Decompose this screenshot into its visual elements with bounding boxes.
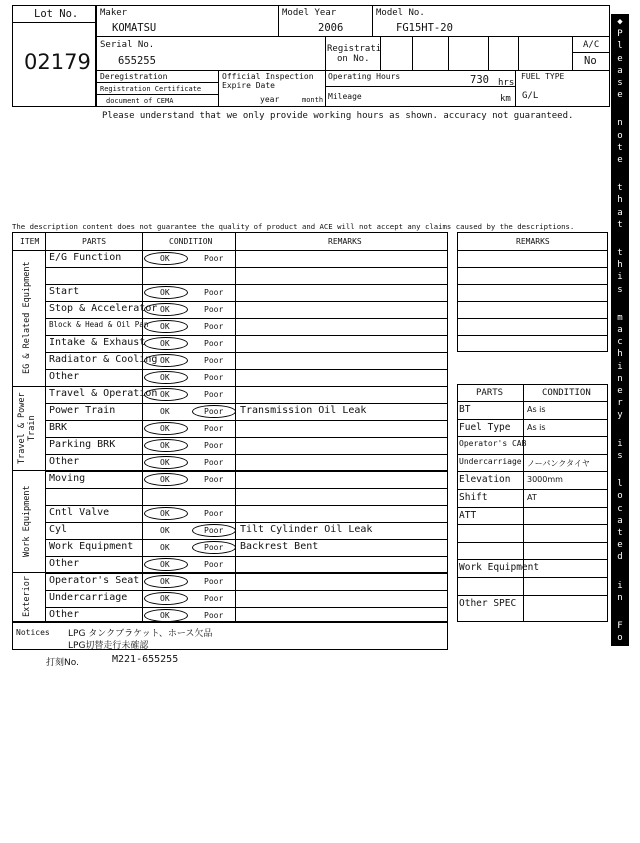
row-part: Travel & Operation: [49, 388, 158, 399]
row-part: Undercarriage: [49, 592, 128, 603]
spec-part: ATT: [459, 509, 477, 521]
condition-ok: OK: [160, 407, 170, 416]
ok-circle-mark: [144, 422, 188, 435]
spec-condition: ノーパンクタイヤ: [527, 458, 590, 468]
ok-circle-mark: [144, 439, 188, 452]
registration-label-2: on No.: [337, 54, 370, 64]
condition-ok: OK: [160, 441, 170, 450]
condition-ok: OK: [160, 509, 170, 518]
group-label-travel: Travel & Power Train: [17, 392, 37, 464]
ok-circle-mark: [144, 320, 188, 333]
header-item: ITEM: [20, 237, 40, 246]
ok-circle-mark: [144, 286, 188, 299]
ok-circle-mark: [144, 507, 188, 520]
ac-value: No: [584, 55, 597, 67]
condition-ok: OK: [160, 577, 170, 586]
header-condition: CONDITION: [169, 237, 213, 246]
maker-label: Maker: [100, 8, 128, 18]
spec-part: Shift: [459, 492, 488, 503]
condition-ok: OK: [160, 373, 170, 382]
ok-circle-mark: [144, 252, 188, 265]
condition-poor: Poor: [204, 441, 224, 450]
operating-hours-label: Operating Hours: [328, 72, 401, 81]
condition-ok: OK: [160, 560, 170, 569]
condition-poor: Poor: [204, 594, 224, 603]
condition-poor: Poor: [204, 577, 224, 586]
condition-ok: OK: [160, 458, 170, 467]
row-part: Power Train: [49, 405, 116, 416]
ok-circle-mark: [144, 354, 188, 367]
condition-ok: OK: [160, 356, 170, 365]
condition-ok: OK: [160, 254, 170, 263]
model-year-value: 2006: [318, 22, 344, 34]
row-part: Other: [49, 371, 80, 382]
fuel-type-value: G/L: [522, 91, 539, 101]
condition-ok: OK: [160, 543, 170, 552]
row-remark: Transmission Oil Leak: [240, 405, 367, 416]
operating-hours-value: 730: [470, 74, 489, 86]
right-parts-header: PARTS: [476, 388, 504, 398]
row-part: Other: [49, 456, 80, 467]
model-year-label: Model Year: [282, 8, 337, 18]
row-part: Parking BRK: [49, 439, 116, 450]
spec-part: Operator's CAB: [459, 439, 527, 449]
row-part: Radiator & Cooling: [49, 354, 158, 365]
spec-condition: As is: [527, 422, 546, 432]
condition-poor: Poor: [204, 339, 224, 348]
condition-poor: Poor: [204, 560, 224, 569]
km-unit: km: [500, 94, 511, 104]
month-label: month: [302, 96, 324, 104]
row-remark: Backrest Bent: [240, 541, 319, 552]
spec-part: Work Equipment: [459, 562, 540, 574]
row-part: Start: [49, 286, 80, 297]
condition-poor: Poor: [204, 305, 224, 314]
condition-ok: OK: [160, 526, 170, 535]
row-part: Work Equipment: [49, 541, 134, 552]
right-remarks-header: REMARKS: [516, 237, 550, 246]
header-remarks: REMARKS: [328, 237, 362, 246]
spec-part: Undercarriage: [459, 456, 522, 466]
condition-poor: Poor: [204, 322, 224, 331]
row-part: Moving: [49, 473, 86, 484]
condition-poor: Poor: [204, 288, 224, 297]
row-part: Stop & Accelerator: [49, 303, 158, 314]
row-part: Cyl: [49, 524, 68, 535]
condition-poor: Poor: [204, 373, 224, 382]
stamp-value: M221-655255: [112, 654, 179, 665]
condition-ok: OK: [160, 424, 170, 433]
condition-ok: OK: [160, 594, 170, 603]
model-no-value: FG15HT-20: [396, 22, 453, 34]
ac-label: A/C: [583, 40, 600, 50]
condition-ok: OK: [160, 305, 170, 314]
condition-poor: Poor: [204, 526, 224, 535]
spec-part: Elevation: [459, 474, 511, 486]
row-part: BRK: [49, 422, 68, 433]
ok-circle-mark: [144, 456, 188, 469]
spec-condition: AT: [527, 493, 537, 502]
hrs-unit: hrs: [498, 78, 515, 88]
maker-value: KOMATSU: [112, 22, 157, 34]
mileage-label: Mileage: [328, 92, 362, 101]
registration-label: Registrati: [327, 44, 382, 54]
condition-poor: Poor: [204, 424, 224, 433]
spec-condition: As is: [527, 405, 546, 414]
spec-part: Fuel Type: [459, 421, 511, 433]
row-part: Operator's Seat: [49, 575, 140, 586]
lot-label: Lot No.: [34, 8, 79, 20]
right-condition-header: CONDITION: [542, 388, 591, 398]
row-part: Other: [49, 609, 80, 620]
header-parts: PARTS: [82, 237, 107, 246]
row-remark: Tilt Cylinder Oil Leak: [240, 524, 373, 535]
condition-poor: Poor: [204, 407, 224, 416]
condition-poor: Poor: [204, 254, 224, 263]
location-notice: ◆ P l e a s e n o t e t h a t t h i s m a c h i n e r y i s l o c a t e d i n F o r k l i f t P a r k i n g ◆ ◇: [617, 17, 623, 843]
poor-circle-mark: [192, 405, 236, 418]
condition-ok: OK: [160, 475, 170, 484]
reg-certificate-label: Registration Certificate: [100, 85, 202, 93]
condition-poor: Poor: [204, 543, 224, 552]
condition-poor: Poor: [204, 475, 224, 484]
serial-value: 655255: [118, 55, 156, 67]
row-part: Other: [49, 558, 80, 569]
ok-circle-mark: [144, 388, 188, 401]
condition-ok: OK: [160, 611, 170, 620]
notices-line-2: LPG切替走行未確認: [68, 641, 149, 651]
stamp-label: 打刻No.: [46, 658, 79, 668]
condition-poor: Poor: [204, 356, 224, 365]
condition-ok: OK: [160, 339, 170, 348]
lot-number: 02179: [24, 50, 91, 74]
ok-circle-mark: [144, 575, 188, 588]
poor-circle-mark: [192, 541, 236, 554]
inspection-label-2: Expire Date: [222, 81, 275, 90]
group-label-exterior: Exterior: [22, 576, 32, 618]
hours-note: Please understand that we only provide working hours as shown. accuracy not guaranteed.: [102, 111, 574, 121]
ok-circle-mark: [144, 592, 188, 605]
condition-ok: OK: [160, 322, 170, 331]
ok-circle-mark: [144, 558, 188, 571]
condition-ok: OK: [160, 288, 170, 297]
condition-poor: Poor: [204, 611, 224, 620]
row-part: Cntl Valve: [49, 507, 110, 518]
ok-circle-mark: [144, 303, 188, 316]
fuel-type-label: FUEL TYPE: [521, 72, 565, 81]
ok-circle-mark: [144, 371, 188, 384]
ok-circle-mark: [144, 609, 188, 622]
inspection-label: Official Inspection: [222, 72, 314, 81]
year-label: year: [260, 95, 280, 104]
serial-label: Serial No.: [100, 40, 155, 50]
group-label-work: Work Equipment: [22, 485, 32, 557]
notices-label: Notices: [16, 628, 50, 637]
row-part: Block & Head & Oil Pan: [49, 320, 149, 329]
row-part: E/G Function: [49, 252, 122, 263]
group-label-eg: EG & Related Equipment: [22, 261, 32, 375]
disclaimer: The description content does not guarantee the quality of product and ACE will not accept any claims caused by the descriptions.: [12, 222, 575, 231]
condition-poor: Poor: [204, 458, 224, 467]
condition-poor: Poor: [204, 509, 224, 518]
condition-ok: OK: [160, 390, 170, 399]
model-no-label: Model No.: [376, 8, 425, 18]
spec-part: BT: [459, 404, 471, 415]
condition-poor: Poor: [204, 390, 224, 399]
row-part: Intake & Exhaust: [49, 337, 146, 348]
cema-label: document of CEMA: [106, 97, 174, 105]
spec-condition: 3000mm: [527, 475, 563, 485]
spec-part: Other SPEC: [459, 597, 517, 609]
ok-circle-mark: [144, 337, 188, 350]
poor-circle-mark: [192, 524, 236, 537]
deregistration-label: Deregistration: [100, 72, 168, 81]
ok-circle-mark: [144, 473, 188, 486]
location-sidebar: [611, 14, 629, 843]
notices-line-1: LPG タンクブラケット、ホース欠品: [68, 629, 213, 639]
